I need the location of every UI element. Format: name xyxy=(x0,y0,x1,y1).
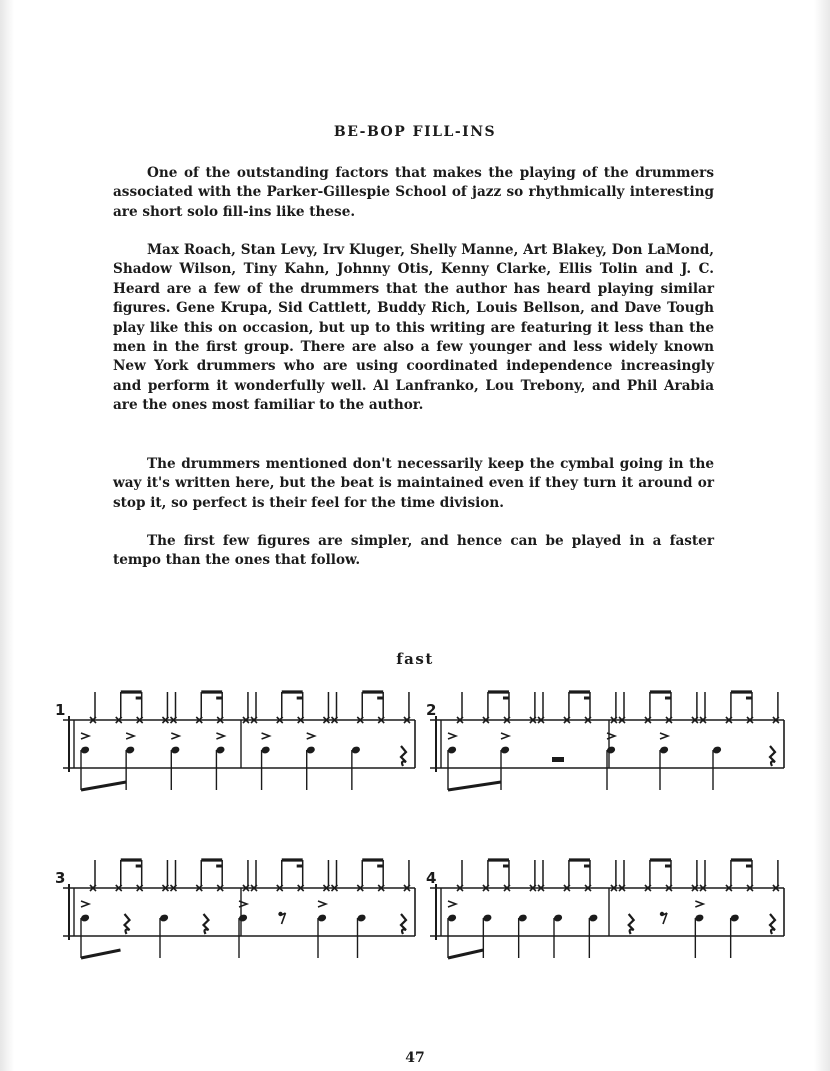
accent-mark xyxy=(262,733,270,739)
example-number: 4 xyxy=(426,869,437,887)
example-number: 3 xyxy=(55,869,66,887)
accent-mark xyxy=(607,733,615,739)
quarter-rest xyxy=(401,746,406,766)
half-rest xyxy=(552,757,564,762)
accent-mark xyxy=(448,733,456,739)
accent-mark xyxy=(81,901,89,907)
page-number: 47 xyxy=(405,1050,425,1066)
accent-mark xyxy=(171,733,179,739)
snare-beam xyxy=(448,950,483,958)
paragraph-drummers-text: Max Roach, Stan Levy, Irv Kluger, Shelly Manne, Art Blakey, Don LaMond, Shadow Wilson, Tiny Kahn, Johnny Otis, Kenny Clarke, Ellis Tolin and J. C. Heard are a few of the drummers that the author has heard playing similar figures. Gene Krupa, Sid Cattlett, Buddy Rich, Louis Bellson, and Dave Tough play like this on occasion, but up to this writing are featuring it less than the men in the first group. There are also a few younger and less widely known New York drummers who are using coordinated independence increasingly and perform it wonderfully well. Al Lanfranko, Lou Trebony, and Phil Arabia are the ones most familiar to the author. xyxy=(113,242,714,414)
accent-mark xyxy=(501,733,509,739)
paragraph-cymbal-text: The drummers mentioned don't necessarily keep the cymbal going in the way it's written here, but the beat is maintained even if they turn it around or stop it, so perfect is their feel for the time division. xyxy=(113,456,714,511)
quarter-rest xyxy=(770,914,775,934)
accent-mark xyxy=(81,733,89,739)
accent-mark xyxy=(695,901,703,907)
snare-beam xyxy=(81,950,121,958)
quarter-rest xyxy=(401,914,406,934)
example-number: 1 xyxy=(55,701,66,719)
accent-mark xyxy=(239,901,247,907)
accent-mark xyxy=(448,901,456,907)
quarter-rest xyxy=(125,914,130,934)
quarter-rest xyxy=(204,914,209,934)
paragraph-intro-text: One of the outstanding factors that makes the playing of the drummers associated with the Parker-Gillespie School of jazz so rhythmically interesting are short solo fill-ins like these. xyxy=(113,165,714,220)
example-number: 2 xyxy=(426,701,437,719)
accent-mark xyxy=(126,733,134,739)
paragraph-tempo-note-text: The first few figures are simpler, and hence can be played in a faster tempo than the ones that follow. xyxy=(113,533,714,569)
accent-mark xyxy=(307,733,315,739)
snare-beam xyxy=(448,782,501,790)
accent-mark xyxy=(216,733,224,739)
accent-mark xyxy=(660,733,668,739)
accent-mark xyxy=(318,901,326,907)
snare-beam xyxy=(81,782,126,790)
page-title: BE-BOP FILL-INS xyxy=(333,124,497,140)
quarter-rest xyxy=(629,914,634,934)
quarter-rest xyxy=(770,746,775,766)
tempo-marking: fast xyxy=(396,650,434,668)
